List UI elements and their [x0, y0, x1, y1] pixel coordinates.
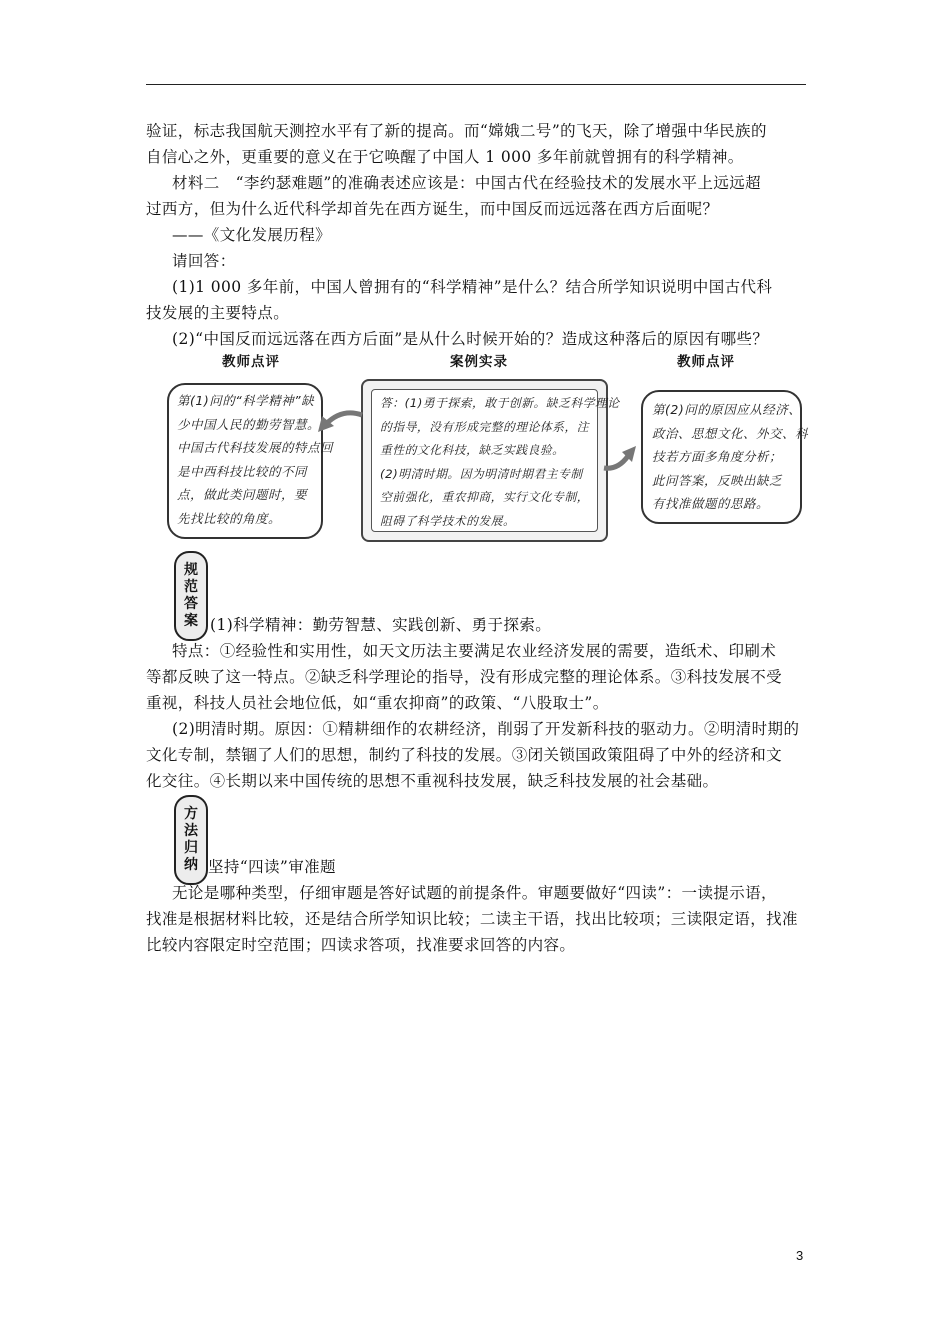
answer-features-line: 重视，科技人员社会地位低，如“重农抑商”的政策、“八股取士”。: [146, 694, 609, 712]
handwritten-line: 的指导，没有形成完整的理论体系，注: [380, 419, 590, 434]
left-arrow-icon: [326, 413, 362, 424]
question-1-line: 技发展的主要特点。: [146, 304, 290, 322]
answer-2-line: 文化专制，禁锢了人们的思想，制约了科技的发展。③闭关锁国政策阻碍了中外的经济和文: [146, 746, 783, 764]
badge-char: 答: [184, 596, 198, 612]
handwritten-line: 中国古代科技发展的特点回: [177, 440, 334, 455]
method-summary-badge: [174, 795, 208, 885]
answer-features-line: 等都反映了这一特点。②缺乏科学理论的指导，没有形成完整的理论体系。③科技发展不受: [146, 668, 783, 686]
right-header: 教师点评: [677, 354, 735, 370]
right-arrow-icon: [604, 456, 628, 468]
handwritten-line: 技若方面多角度分析；: [652, 449, 783, 464]
answer-features-line: 特点：①经验性和实用性，如天文历法主要满足农业经济发展的需要，造纸术、印刷术: [172, 642, 777, 660]
badge-char: 纳: [184, 857, 198, 873]
method-body-line: 比较内容限定时空范围；四读求答项，找准要求回答的内容。: [146, 936, 576, 954]
source-citation: ——《文化发展历程》: [172, 226, 332, 244]
handwritten-line: 答：(1)勇于探索，敢于创新。缺乏科学理论: [380, 396, 620, 410]
left-header: 教师点评: [222, 354, 280, 370]
prompt-text: 请回答：: [172, 252, 236, 270]
handwritten-line: 此问答案，反映出缺乏: [652, 472, 783, 488]
standard-answer-badge: [174, 551, 208, 641]
question-2: (2)“中国反而远远落在西方后面”是从什么时候开始的？造成这种落后的原因有哪些？: [172, 330, 769, 348]
handwritten-line: 先找比较的角度。: [177, 510, 282, 526]
handwritten-line: (2)明清时期。因为明清时期君主专制: [380, 466, 583, 481]
handwritten-line: 第(2)问的原因应从经济、: [652, 402, 802, 417]
handwritten-line: 有找准做题的思路。: [652, 496, 770, 511]
question-1-line: (1)1 000 多年前，中国人曾拥有的“科学精神”是什么？结合所学知识说明中国古代科: [172, 278, 773, 296]
method-body-line: 找准是根据材料比较，还是结合所学知识比较；二读主干语，找出比较项；三读限定语，找准: [146, 910, 798, 928]
material-two-line: 过西方，但为什么近代科学却首先在西方诞生，而中国反而远远落在西方后面呢？: [146, 200, 719, 218]
handwritten-line: 空前强化，重农抑商，实行文化专制，: [380, 490, 590, 504]
badge-char: 方: [184, 806, 198, 822]
answer-1: (1)科学精神：勤劳智慧、实践创新、勇于探索。: [210, 616, 552, 634]
handwritten-line: 点，做此类问题时，要: [177, 487, 308, 502]
paragraph-line: 验证，标志我国航天测控水平有了新的提高。而“嫦娥二号”的飞天，除了增强中华民族的: [146, 122, 767, 140]
handwritten-line: 政治、思想文化、外交、科: [652, 425, 809, 441]
handwritten-line: 第(1)问的“科学精神”缺: [177, 393, 315, 408]
method-body-line: 无论是哪种类型，仔细审题是答好试题的前提条件。审题要做好“四读”：一读提示语，: [172, 884, 777, 902]
answer-2-line: 化交往。④长期以来中国传统的思想不重视科技发展，缺乏科技发展的社会基础。: [146, 772, 719, 790]
badge-char: 归: [184, 840, 198, 856]
answer-2-line: (2)明清时期。原因：①精耕细作的农耕经济，削弱了开发新科技的驱动力。②明清时期的: [172, 720, 800, 738]
badge-char: 规: [184, 562, 198, 578]
handwritten-line: 是中西科技比较的不同: [177, 463, 308, 479]
badge-char: 案: [184, 613, 198, 629]
material-two-line: 材料二 “李约瑟难题”的准确表述应该是：中国古代在经验技术的发展水平上远远超: [172, 174, 762, 192]
badge-char: 法: [184, 823, 198, 839]
paragraph-line: 自信心之外，更重要的意义在于它唤醒了中国人 1 000 多年前就曾拥有的科学精神。: [146, 148, 744, 166]
handwritten-line: 少中国人民的勤劳智慧。: [177, 416, 321, 432]
handwritten-line: 重性的文化科技，缺乏实践良验。: [380, 443, 565, 457]
center-header: 案例实录: [450, 354, 508, 370]
handwritten-line: 阻碍了科学技术的发展。: [380, 513, 516, 528]
badge-char: 范: [184, 579, 198, 595]
page-number: 3: [796, 1248, 804, 1263]
method-title: 坚持“四读”审准题: [208, 858, 336, 876]
